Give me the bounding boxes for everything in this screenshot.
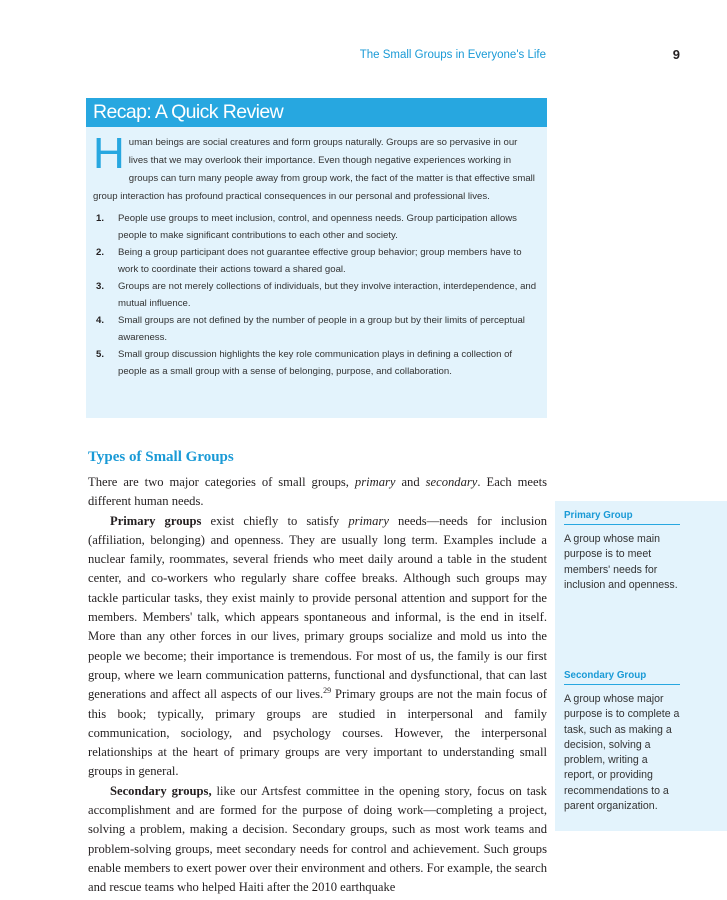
recap-item-text: Groups are not merely collections of individuals, but they involve interaction, interdependence, and mutual influence. (118, 281, 537, 309)
paragraph-primary-groups (88, 512, 547, 782)
recap-item-number: 1. (96, 213, 105, 224)
paragraph-secondary-groups (88, 782, 547, 898)
text-run: needs—needs for inclusion (affiliation, belonging) and openness. They are usually long term. Examples include a nuclear family, roommates, several friends who meet daily around a table in the student center, and co-workers who regularly share coffee breaks. Although such groups may tackle particular tasks, they exist mainly to provide personal attention and support for the members. Members' talk, which appears spontaneous and informal, is the end in itself. More than any other forces in our lives, primary groups socialize and mold us into the people we become; their importance is tremendous. For most of us, the family is our first group, where we learn communication patterns, functional and dysfunctional, that can last generations and affect all aspects of our lives. (88, 513, 548, 702)
recap-item-text: Small group discussion highlights the key role communication plays in defining a collection of people as a small group with a sense of belonging, purpose, and collaboration. (118, 349, 513, 377)
recap-intro-text: uman beings are social creatures and form groups naturally. Groups are so pervasive in our lives that we may overlook their importance. Even though negative experiences working in groups can turn many people away from group work, the fact of the matter is that effective small group interaction has profound practical consequences in our personal and professional lives. (93, 137, 535, 202)
recap-item (96, 346, 539, 380)
drop-cap: H (93, 129, 125, 178)
text-run: like our Artsfest committee in the opening story, focus on task accomplishment and are formed for the purpose of doing work—completing a project, solving a problem, making a decision. Secondary groups, such as most work teams and problem-solving groups, meet secondary needs for control and achievement. Such groups enable members to exert power over their environment and others. For example, the search and rescue teams who helped Haiti after the 2010 earthquake (88, 783, 547, 895)
emphasis-primary: primary (348, 513, 389, 528)
text-run: There are two major categories of small groups, (88, 475, 355, 489)
recap-box (86, 98, 547, 418)
recap-item-number: 5. (96, 349, 105, 360)
text-run: . Each meets different human needs. (88, 475, 547, 509)
glossary-definition: A group whose main purpose is to meet members' needs for inclusion and openness. (564, 533, 678, 591)
recap-item (96, 210, 539, 244)
recap-title: Recap: A Quick Review (86, 98, 547, 127)
recap-item-number: 3. (96, 281, 105, 292)
glossary-definition: A group whose major purpose is to complete a task, such as making a decision, solving a problem, writing a report, or providing recommendations to a parent organization. (564, 693, 680, 813)
recap-list (96, 210, 539, 380)
recap-item-text: Small groups are not defined by the number of people in a group but by their limits of perceptual awareness. (118, 315, 525, 343)
recap-item-text: Being a group participant does not guarantee effective group behavior; group members have to work to coordinate their actions toward a shared goal. (118, 247, 522, 275)
text-run: Primary groups are not the main focus of this book; typically, primary groups are studied in interpersonal and family communication, sociology, and psychology courses. However, the interpersonal relationships at the heart of primary groups are very important to understanding small groups in general. (88, 687, 547, 779)
glossary-entry-primary-group (564, 510, 680, 593)
glossary-term: Primary Group (564, 510, 680, 525)
emphasis-secondary: secondary (425, 475, 478, 489)
footnote-reference[interactable]: 29 (323, 686, 332, 696)
glossary-term: Secondary Group (564, 670, 680, 685)
section-heading: Types of Small Groups (88, 449, 234, 465)
glossary-entry-secondary-group (564, 670, 680, 814)
recap-intro (93, 129, 539, 206)
recap-item-number: 2. (96, 247, 105, 258)
recap-item (96, 244, 539, 278)
page-number: 9 (672, 47, 680, 62)
paragraph-intro (88, 473, 547, 512)
recap-item (96, 278, 539, 312)
text-run: exist chiefly to satisfy (201, 513, 349, 528)
recap-item-number: 4. (96, 315, 105, 326)
recap-item (96, 312, 539, 346)
body-text (88, 473, 547, 898)
emphasis-primary: primary (354, 475, 396, 489)
running-head-title: The Small Groups in Everyone's Life (359, 49, 546, 61)
term-primary-groups: Primary groups (110, 513, 202, 528)
recap-item-text: People use groups to meet inclusion, control, and openness needs. Group participation allows people to make significant contributions to each other and society. (118, 213, 517, 241)
text-run: and (395, 475, 426, 489)
term-secondary-groups: Secondary groups, (110, 783, 212, 798)
